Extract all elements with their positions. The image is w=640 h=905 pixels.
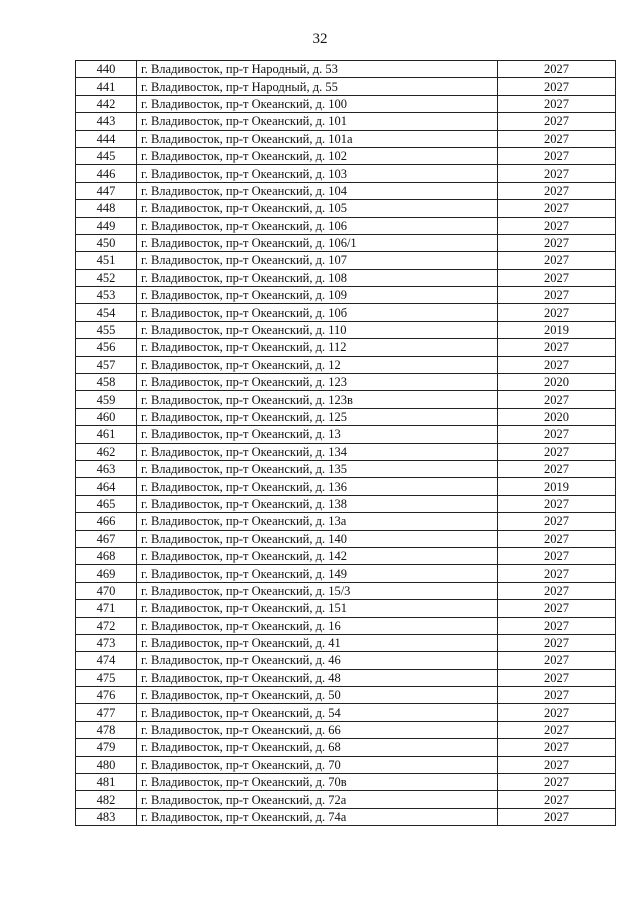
table-row bbox=[76, 600, 616, 617]
row-number-cell: 466 bbox=[76, 513, 137, 530]
row-number-cell: 441 bbox=[76, 78, 137, 95]
row-number-cell: 447 bbox=[76, 182, 137, 199]
table-row bbox=[76, 234, 616, 251]
row-number-cell: 461 bbox=[76, 426, 137, 443]
table-row bbox=[76, 617, 616, 634]
address-cell: г. Владивосток, пр-т Океанский, д. 102 bbox=[137, 147, 498, 164]
address-cell: г. Владивосток, пр-т Океанский, д. 13 bbox=[137, 426, 498, 443]
year-cell: 2027 bbox=[498, 530, 616, 547]
row-number-cell: 463 bbox=[76, 460, 137, 477]
address-cell: г. Владивосток, пр-т Океанский, д. 125 bbox=[137, 408, 498, 425]
row-number-cell: 444 bbox=[76, 130, 137, 147]
year-cell: 2027 bbox=[498, 78, 616, 95]
table-row bbox=[76, 61, 616, 78]
address-cell: г. Владивосток, пр-т Океанский, д. 151 bbox=[137, 600, 498, 617]
table-row bbox=[76, 130, 616, 147]
table-row bbox=[76, 530, 616, 547]
address-cell: г. Владивосток, пр-т Океанский, д. 149 bbox=[137, 565, 498, 582]
year-cell: 2027 bbox=[498, 547, 616, 564]
table-row bbox=[76, 269, 616, 286]
address-cell: г. Владивосток, пр-т Океанский, д. 10б bbox=[137, 304, 498, 321]
row-number-cell: 468 bbox=[76, 547, 137, 564]
address-cell: г. Владивосток, пр-т Океанский, д. 16 bbox=[137, 617, 498, 634]
address-cell: г. Владивосток, пр-т Океанский, д. 68 bbox=[137, 739, 498, 756]
address-cell: г. Владивосток, пр-т Океанский, д. 12 bbox=[137, 356, 498, 373]
year-cell: 2027 bbox=[498, 217, 616, 234]
address-cell: г. Владивосток, пр-т Океанский, д. 112 bbox=[137, 339, 498, 356]
year-cell: 2027 bbox=[498, 808, 616, 825]
year-cell: 2027 bbox=[498, 130, 616, 147]
row-number-cell: 471 bbox=[76, 600, 137, 617]
year-cell: 2027 bbox=[498, 95, 616, 112]
row-number-cell: 442 bbox=[76, 95, 137, 112]
row-number-cell: 448 bbox=[76, 200, 137, 217]
table-row bbox=[76, 582, 616, 599]
table-row bbox=[76, 704, 616, 721]
row-number-cell: 457 bbox=[76, 356, 137, 373]
table-row bbox=[76, 182, 616, 199]
row-number-cell: 451 bbox=[76, 252, 137, 269]
row-number-cell: 482 bbox=[76, 791, 137, 808]
address-cell: г. Владивосток, пр-т Океанский, д. 135 bbox=[137, 460, 498, 477]
address-cell: г. Владивосток, пр-т Океанский, д. 103 bbox=[137, 165, 498, 182]
table-row bbox=[76, 808, 616, 825]
year-cell: 2027 bbox=[498, 391, 616, 408]
table-row bbox=[76, 426, 616, 443]
year-cell: 2027 bbox=[498, 304, 616, 321]
address-cell: г. Владивосток, пр-т Океанский, д. 142 bbox=[137, 547, 498, 564]
row-number-cell: 479 bbox=[76, 739, 137, 756]
address-cell: г. Владивосток, пр-т Океанский, д. 66 bbox=[137, 721, 498, 738]
year-cell: 2027 bbox=[498, 565, 616, 582]
year-cell: 2027 bbox=[498, 617, 616, 634]
year-cell: 2027 bbox=[498, 252, 616, 269]
year-cell: 2027 bbox=[498, 652, 616, 669]
address-cell: г. Владивосток, пр-т Океанский, д. 48 bbox=[137, 669, 498, 686]
table-row bbox=[76, 287, 616, 304]
table-row bbox=[76, 634, 616, 651]
year-cell: 2027 bbox=[498, 426, 616, 443]
table-row bbox=[76, 687, 616, 704]
address-cell: г. Владивосток, пр-т Океанский, д. 106/1 bbox=[137, 234, 498, 251]
address-cell: г. Владивосток, пр-т Океанский, д. 70 bbox=[137, 756, 498, 773]
year-cell: 2027 bbox=[498, 460, 616, 477]
table-row bbox=[76, 339, 616, 356]
address-cell: г. Владивосток, пр-т Океанский, д. 134 bbox=[137, 443, 498, 460]
table-row bbox=[76, 78, 616, 95]
year-cell: 2027 bbox=[498, 182, 616, 199]
address-cell: г. Владивосток, пр-т Народный, д. 55 bbox=[137, 78, 498, 95]
row-number-cell: 472 bbox=[76, 617, 137, 634]
address-cell: г. Владивосток, пр-т Океанский, д. 70в bbox=[137, 774, 498, 791]
table-row bbox=[76, 756, 616, 773]
row-number-cell: 459 bbox=[76, 391, 137, 408]
row-number-cell: 450 bbox=[76, 234, 137, 251]
table-row bbox=[76, 721, 616, 738]
address-cell: г. Владивосток, пр-т Океанский, д. 110 bbox=[137, 321, 498, 338]
row-number-cell: 445 bbox=[76, 147, 137, 164]
year-cell: 2027 bbox=[498, 113, 616, 130]
row-number-cell: 476 bbox=[76, 687, 137, 704]
address-cell: г. Владивосток, пр-т Океанский, д. 46 bbox=[137, 652, 498, 669]
year-cell: 2027 bbox=[498, 61, 616, 78]
row-number-cell: 480 bbox=[76, 756, 137, 773]
year-cell: 2027 bbox=[498, 356, 616, 373]
row-number-cell: 454 bbox=[76, 304, 137, 321]
row-number-cell: 483 bbox=[76, 808, 137, 825]
table-row bbox=[76, 374, 616, 391]
table-row bbox=[76, 113, 616, 130]
address-cell: г. Владивосток, пр-т Океанский, д. 107 bbox=[137, 252, 498, 269]
table-row bbox=[76, 547, 616, 564]
address-cell: г. Владивосток, пр-т Океанский, д. 123в bbox=[137, 391, 498, 408]
row-number-cell: 470 bbox=[76, 582, 137, 599]
table-row bbox=[76, 391, 616, 408]
table-row bbox=[76, 513, 616, 530]
address-cell: г. Владивосток, пр-т Океанский, д. 104 bbox=[137, 182, 498, 199]
row-number-cell: 469 bbox=[76, 565, 137, 582]
address-cell: г. Владивосток, пр-т Океанский, д. 15/3 bbox=[137, 582, 498, 599]
year-cell: 2027 bbox=[498, 495, 616, 512]
table-row bbox=[76, 165, 616, 182]
year-cell: 2020 bbox=[498, 408, 616, 425]
row-number-cell: 464 bbox=[76, 478, 137, 495]
row-number-cell: 467 bbox=[76, 530, 137, 547]
year-cell: 2027 bbox=[498, 721, 616, 738]
year-cell: 2027 bbox=[498, 739, 616, 756]
year-cell: 2027 bbox=[498, 443, 616, 460]
address-cell: г. Владивосток, пр-т Океанский, д. 123 bbox=[137, 374, 498, 391]
table-row bbox=[76, 495, 616, 512]
address-cell: г. Владивосток, пр-т Океанский, д. 138 bbox=[137, 495, 498, 512]
row-number-cell: 475 bbox=[76, 669, 137, 686]
table-row bbox=[76, 460, 616, 477]
row-number-cell: 462 bbox=[76, 443, 137, 460]
table-row bbox=[76, 252, 616, 269]
address-cell: г. Владивосток, пр-т Океанский, д. 13а bbox=[137, 513, 498, 530]
year-cell: 2027 bbox=[498, 774, 616, 791]
year-cell: 2027 bbox=[498, 165, 616, 182]
table-row bbox=[76, 774, 616, 791]
year-cell: 2027 bbox=[498, 669, 616, 686]
table-row bbox=[76, 217, 616, 234]
row-number-cell: 474 bbox=[76, 652, 137, 669]
address-cell: г. Владивосток, пр-т Океанский, д. 105 bbox=[137, 200, 498, 217]
row-number-cell: 481 bbox=[76, 774, 137, 791]
year-cell: 2027 bbox=[498, 287, 616, 304]
year-cell: 2027 bbox=[498, 704, 616, 721]
year-cell: 2027 bbox=[498, 200, 616, 217]
row-number-cell: 456 bbox=[76, 339, 137, 356]
row-number-cell: 440 bbox=[76, 61, 137, 78]
table-row bbox=[76, 200, 616, 217]
table-body bbox=[76, 61, 616, 826]
row-number-cell: 473 bbox=[76, 634, 137, 651]
table-row bbox=[76, 321, 616, 338]
year-cell: 2027 bbox=[498, 339, 616, 356]
year-cell: 2027 bbox=[498, 582, 616, 599]
address-cell: г. Владивосток, пр-т Океанский, д. 100 bbox=[137, 95, 498, 112]
page-number: 32 bbox=[312, 31, 328, 47]
year-cell: 2027 bbox=[498, 513, 616, 530]
row-number-cell: 453 bbox=[76, 287, 137, 304]
address-cell: г. Владивосток, пр-т Океанский, д. 101 bbox=[137, 113, 498, 130]
table-row bbox=[76, 356, 616, 373]
table-row bbox=[76, 739, 616, 756]
row-number-cell: 477 bbox=[76, 704, 137, 721]
year-cell: 2027 bbox=[498, 269, 616, 286]
year-cell: 2027 bbox=[498, 147, 616, 164]
year-cell: 2020 bbox=[498, 374, 616, 391]
address-cell: г. Владивосток, пр-т Океанский, д. 140 bbox=[137, 530, 498, 547]
year-cell: 2027 bbox=[498, 634, 616, 651]
year-cell: 2027 bbox=[498, 791, 616, 808]
table-row bbox=[76, 304, 616, 321]
year-cell: 2027 bbox=[498, 687, 616, 704]
address-cell: г. Владивосток, пр-т Океанский, д. 72а bbox=[137, 791, 498, 808]
year-cell: 2019 bbox=[498, 478, 616, 495]
row-number-cell: 446 bbox=[76, 165, 137, 182]
address-cell: г. Владивосток, пр-т Океанский, д. 41 bbox=[137, 634, 498, 651]
year-cell: 2019 bbox=[498, 321, 616, 338]
table-row bbox=[76, 95, 616, 112]
address-cell: г. Владивосток, пр-т Океанский, д. 54 bbox=[137, 704, 498, 721]
year-cell: 2027 bbox=[498, 600, 616, 617]
address-cell: г. Владивосток, пр-т Океанский, д. 101а bbox=[137, 130, 498, 147]
address-cell: г. Владивосток, пр-т Океанский, д. 74а bbox=[137, 808, 498, 825]
row-number-cell: 443 bbox=[76, 113, 137, 130]
row-number-cell: 465 bbox=[76, 495, 137, 512]
row-number-cell: 452 bbox=[76, 269, 137, 286]
table-row bbox=[76, 791, 616, 808]
address-cell: г. Владивосток, пр-т Океанский, д. 136 bbox=[137, 478, 498, 495]
table-row bbox=[76, 147, 616, 164]
row-number-cell: 455 bbox=[76, 321, 137, 338]
address-cell: г. Владивосток, пр-т Океанский, д. 108 bbox=[137, 269, 498, 286]
address-cell: г. Владивосток, пр-т Океанский, д. 50 bbox=[137, 687, 498, 704]
year-cell: 2027 bbox=[498, 234, 616, 251]
row-number-cell: 458 bbox=[76, 374, 137, 391]
year-cell: 2027 bbox=[498, 756, 616, 773]
table-row bbox=[76, 669, 616, 686]
row-number-cell: 449 bbox=[76, 217, 137, 234]
table-row bbox=[76, 652, 616, 669]
address-cell: г. Владивосток, пр-т Океанский, д. 106 bbox=[137, 217, 498, 234]
table-row bbox=[76, 565, 616, 582]
address-cell: г. Владивосток, пр-т Народный, д. 53 bbox=[137, 61, 498, 78]
address-cell: г. Владивосток, пр-т Океанский, д. 109 bbox=[137, 287, 498, 304]
table-row bbox=[76, 478, 616, 495]
address-table bbox=[75, 60, 616, 826]
table-row bbox=[76, 408, 616, 425]
row-number-cell: 478 bbox=[76, 721, 137, 738]
table-row bbox=[76, 443, 616, 460]
row-number-cell: 460 bbox=[76, 408, 137, 425]
